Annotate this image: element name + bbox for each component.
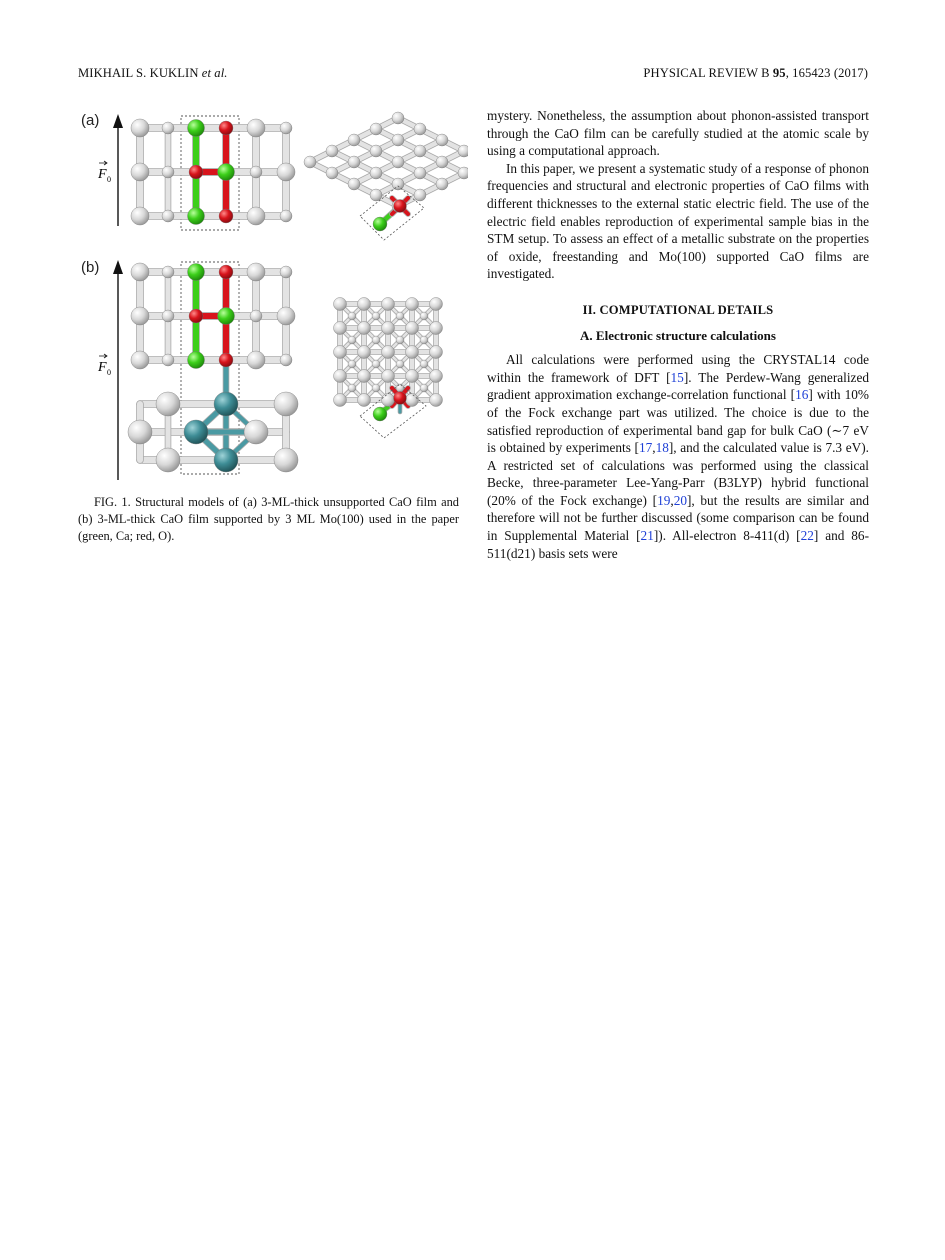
grey-atom <box>382 322 395 335</box>
grey-atom <box>406 298 419 311</box>
grey-atom <box>372 360 380 368</box>
grey-atom <box>247 263 265 281</box>
grey-atom <box>334 298 347 311</box>
grey-atom <box>406 370 419 383</box>
paragraph-3: All calculations were performed using the CRYSTAL14 code within the framework of DFT [15]. The Perdew-Wang generalized gradient approximation exchange-correlation functional [16] with 10% of the Fock exchange part was utilized. The choice is due to the satisfied reproduction of experimental band gap for bulk CaO (∼7 eV is obtained by experiments [17,18], and the calculated value is 7.3 eV). A restricted set of calculations was performed using the classical Becke, three-parameter Lee-Yang-Parr (B3LYP) hybrid functional (20% of the Fock exchange) [19,20], but the results are similar and therefore will not be further discussed (some comparison can be found in Supplemental Material [21]). All-electron 8-411(d) [22] and 86-511(d21) basis sets were <box>487 352 869 561</box>
grey-atom <box>372 336 380 344</box>
o-atom <box>219 209 233 223</box>
grey-atom <box>414 167 426 179</box>
svg-text:0: 0 <box>107 368 111 377</box>
grey-atom <box>162 210 174 222</box>
grey-atom <box>277 307 295 325</box>
grey-atom <box>128 420 152 444</box>
grey-atom <box>348 178 360 190</box>
grey-atom <box>420 384 428 392</box>
grey-atom <box>420 360 428 368</box>
grey-atom <box>414 189 426 201</box>
grey-atom <box>430 346 443 359</box>
grey-atom <box>358 394 371 407</box>
o-atom <box>394 392 407 405</box>
grey-atom <box>334 346 347 359</box>
grey-atom <box>277 163 295 181</box>
grey-atom <box>392 134 404 146</box>
panel-a-label: (a) <box>81 112 100 129</box>
grey-atom <box>392 178 404 190</box>
grey-atom <box>348 156 360 168</box>
o-atom <box>219 121 233 135</box>
field-arrowhead-b <box>113 260 123 274</box>
grey-atom <box>162 310 174 322</box>
caption-text: FIG. 1. Structural models of (a) 3-ML-thick unsupported CaO film and (b) 3-ML-thick CaO film supported by 3 ML Mo(100) used in the paper (green, Ca; red, O). <box>78 495 459 543</box>
grey-atom <box>250 310 262 322</box>
grey-atom <box>436 156 448 168</box>
grey-atom <box>131 119 149 137</box>
grey-atom <box>414 123 426 135</box>
running-header <box>78 66 868 84</box>
grey-atom <box>430 370 443 383</box>
field-arrowhead-a <box>113 114 123 128</box>
header-journal: PHYSICAL REVIEW B 95, 165423 (2017) <box>643 66 868 80</box>
grey-atom <box>348 384 356 392</box>
grey-atom <box>162 122 174 134</box>
grey-atom <box>406 322 419 335</box>
grey-atom <box>156 392 180 416</box>
citation-15[interactable]: 15 <box>670 369 684 385</box>
ca-atom <box>373 217 387 231</box>
grey-atom <box>358 370 371 383</box>
grey-atom <box>436 134 448 146</box>
grey-atom <box>382 370 395 383</box>
ca-atom <box>218 164 235 181</box>
citation-17[interactable]: 17 <box>638 440 653 456</box>
ca-atom <box>188 208 205 225</box>
grey-atom <box>131 307 149 325</box>
grey-atom <box>358 322 371 335</box>
grey-atom <box>436 178 448 190</box>
svg-text:F: F <box>98 167 107 182</box>
ca-atom <box>188 120 205 137</box>
field-label-b <box>97 354 111 377</box>
grey-atom <box>396 360 404 368</box>
grey-atom <box>162 354 174 366</box>
grey-atom <box>370 189 382 201</box>
grey-atom <box>247 207 265 225</box>
grey-atom <box>358 298 371 311</box>
grey-atom <box>348 134 360 146</box>
grey-atom <box>370 145 382 157</box>
mo-atom <box>184 420 208 444</box>
citation-19[interactable]: 19 <box>657 492 671 508</box>
citation-18[interactable]: 18 <box>655 440 669 456</box>
grey-atom <box>392 156 404 168</box>
grey-atom <box>162 266 174 278</box>
grey-atom <box>162 166 174 178</box>
figure-1 <box>78 108 468 488</box>
grey-atom <box>420 336 428 344</box>
grey-atom <box>372 384 380 392</box>
figure-caption <box>78 494 459 545</box>
grey-atom <box>382 394 395 407</box>
grey-atom <box>334 370 347 383</box>
grey-atom <box>382 298 395 311</box>
subsection-title: A. Electronic structure calculations <box>580 327 776 343</box>
figure-1-artwork <box>78 108 468 488</box>
o-atom <box>219 265 233 279</box>
grey-atom <box>304 156 316 168</box>
ca-atom <box>218 308 235 325</box>
grey-atom <box>382 346 395 359</box>
panel-b-label: (b) <box>81 259 100 276</box>
paragraph-2: In this paper, we present a systematic study of a response of phonon frequencies and structural and electronic properties of CaO films with different thicknesses to the external static electric field. The use of the electric field enables reproduction of experimental sample bias in the STM setup. To assess an effect of a metallic substrate on the properties of oxide, freestanding and Mo(100) supported CaO films are investigated. <box>487 160 869 282</box>
citation-16[interactable]: 16 <box>795 387 809 403</box>
grey-atom <box>280 210 292 222</box>
o-atom <box>189 309 203 323</box>
grey-atom <box>396 384 404 392</box>
grey-atom <box>131 351 149 369</box>
atom-spheres <box>128 112 468 472</box>
grey-atom <box>370 167 382 179</box>
ca-atom <box>188 352 205 369</box>
grey-atom <box>430 394 443 407</box>
header-authors: MIKHAIL S. KUKLIN et al. <box>78 66 228 80</box>
grey-atom <box>247 119 265 137</box>
paragraph-1: mystery. Nonetheless, the assumption about phonon-assisted transport through the CaO film can be carefully studied at the atomic scale by using a computational approach. <box>487 108 869 159</box>
grey-atom <box>430 322 443 335</box>
o-atom <box>189 165 203 179</box>
grey-atom <box>396 336 404 344</box>
right-column <box>487 107 869 562</box>
grey-atom <box>430 298 443 311</box>
o-atom <box>394 200 407 213</box>
grey-atom <box>280 266 292 278</box>
grey-atom <box>406 346 419 359</box>
citation-20[interactable]: 20 <box>673 492 687 508</box>
svg-text:F: F <box>98 360 107 375</box>
grey-atom <box>280 354 292 366</box>
grey-atom <box>131 163 149 181</box>
grey-atom <box>420 312 428 320</box>
ca-atom <box>188 264 205 281</box>
grey-atom <box>372 312 380 320</box>
grey-atom <box>458 167 468 179</box>
o-atom <box>219 353 233 367</box>
grey-atom <box>406 394 419 407</box>
grey-atom <box>326 145 338 157</box>
mo-atom <box>214 448 238 472</box>
grey-atom <box>392 112 404 124</box>
grey-atom <box>348 336 356 344</box>
grey-atom <box>348 360 356 368</box>
grey-atom <box>348 312 356 320</box>
mo-atom <box>214 392 238 416</box>
grey-atom <box>280 122 292 134</box>
grey-atom <box>396 312 404 320</box>
field-label-a <box>97 161 111 184</box>
citation-22[interactable]: 22 <box>800 528 814 544</box>
grey-atom <box>244 420 268 444</box>
grey-atom <box>131 207 149 225</box>
grey-atom <box>274 392 298 416</box>
grey-atom <box>414 145 426 157</box>
citation-21[interactable]: 21 <box>640 528 654 544</box>
grey-atom <box>370 123 382 135</box>
grey-atom <box>250 166 262 178</box>
grey-atom <box>334 322 347 335</box>
grey-atom <box>326 167 338 179</box>
section-title: II. COMPUTATIONAL DETAILS <box>582 302 774 317</box>
grey-atom <box>458 145 468 157</box>
grey-atom <box>247 351 265 369</box>
grey-atom <box>334 394 347 407</box>
ca-atom <box>373 407 387 421</box>
svg-text:0: 0 <box>107 175 111 184</box>
grey-atom <box>358 346 371 359</box>
grey-atom <box>131 263 149 281</box>
grey-atom <box>156 448 180 472</box>
grey-atom <box>274 448 298 472</box>
